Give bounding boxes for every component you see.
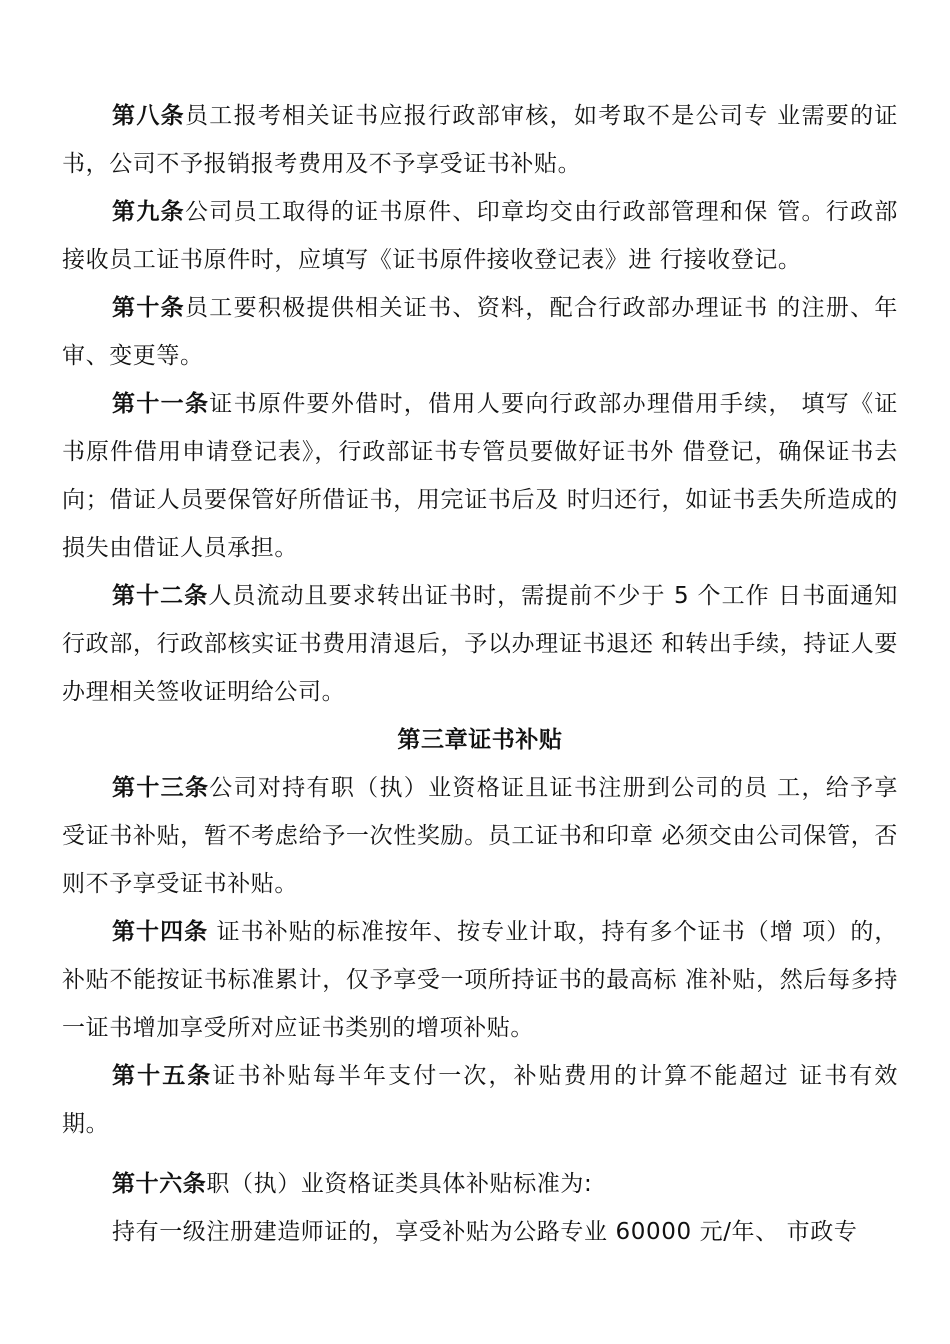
- article-13: [62, 764, 898, 908]
- article-15-text: 证书补贴每半年支付一次，补贴费用的计算不能超过 证书有效期。: [62, 1063, 898, 1137]
- article-16-lead: 第十六条: [112, 1171, 207, 1197]
- article-9-lead: 第九条: [112, 199, 185, 225]
- article-10-text: 员工要积极提供相关证书、资料，配合行政部办理证书 的注册、年审、变更等。: [62, 295, 898, 369]
- article-12: [62, 572, 898, 716]
- article-11: [62, 380, 898, 572]
- article-12-text: 人员流动且要求转出证书时，需提前不少于 5 个工作 日书面通知行政部，行政部核实证书费用清退后，予以办理证书退还 和转出手续，持证人要办理相关签收证明给公司。: [62, 583, 898, 705]
- article-8-text: 员工报考相关证书应报行政部审核，如考取不是公司专 业需要的证书，公司不予报销报考费用及不予享受证书补贴。: [62, 103, 898, 177]
- article-16-text: 职（执）业资格证类具体补贴标准为:: [206, 1171, 593, 1197]
- article-14-lead: 第十四条: [112, 919, 209, 945]
- article-15: [62, 1052, 898, 1148]
- article-13-text: 公司对持有职（执）业资格证且证书注册到公司的员 工，给予享受证书补贴，暂不考虑给予一次性奖励。员工证书和印章 必须交由公司保管，否则不予享受证书补贴。: [62, 775, 898, 897]
- article-10: [62, 284, 898, 380]
- article-12-lead: 第十二条: [112, 583, 209, 609]
- article-10-lead: 第十条: [112, 295, 185, 321]
- document-page: [62, 92, 898, 1256]
- article-14-text: 证书补贴的标准按年、按专业计取，持有多个证书（增 项）的，补贴不能按证书标准累计，仅予享受一项所持证书的最高标 准补贴，然后每多持一证书增加享受所对应证书类别的增项补贴。: [62, 919, 898, 1041]
- article-15-lead: 第十五条: [112, 1063, 213, 1089]
- article-8-lead: 第八条: [112, 103, 185, 129]
- final-line: 持有一级注册建造师证的，享受补贴为公路专业 60000 元/年、 市政专: [112, 1219, 858, 1245]
- article-16: [62, 1160, 898, 1208]
- article-11-text: 证书原件要外借时，借用人要向行政部办理借用手续， 填写《证书原件借用申请登记表》，行政部证书专管员要做好证书外 借登记，确保证书去向；借证人员要保管好所借证书，用完证书后及 时归还行，如证书丢失所造成的损失由借证人员承担。: [62, 391, 898, 561]
- article-9: [62, 188, 898, 284]
- chapter-title: 第三章证书补贴: [397, 727, 563, 753]
- article-11-lead: 第十一条: [112, 391, 210, 417]
- article-13-lead: 第十三条: [112, 775, 210, 801]
- article-8: [62, 92, 898, 188]
- article-9-text: 公司员工取得的证书原件、印章均交由行政部管理和保 管。行政部接收员工证书原件时，应填写《证书原件接收登记表》进 行接收登记。: [62, 199, 898, 273]
- article-14: [62, 908, 898, 1052]
